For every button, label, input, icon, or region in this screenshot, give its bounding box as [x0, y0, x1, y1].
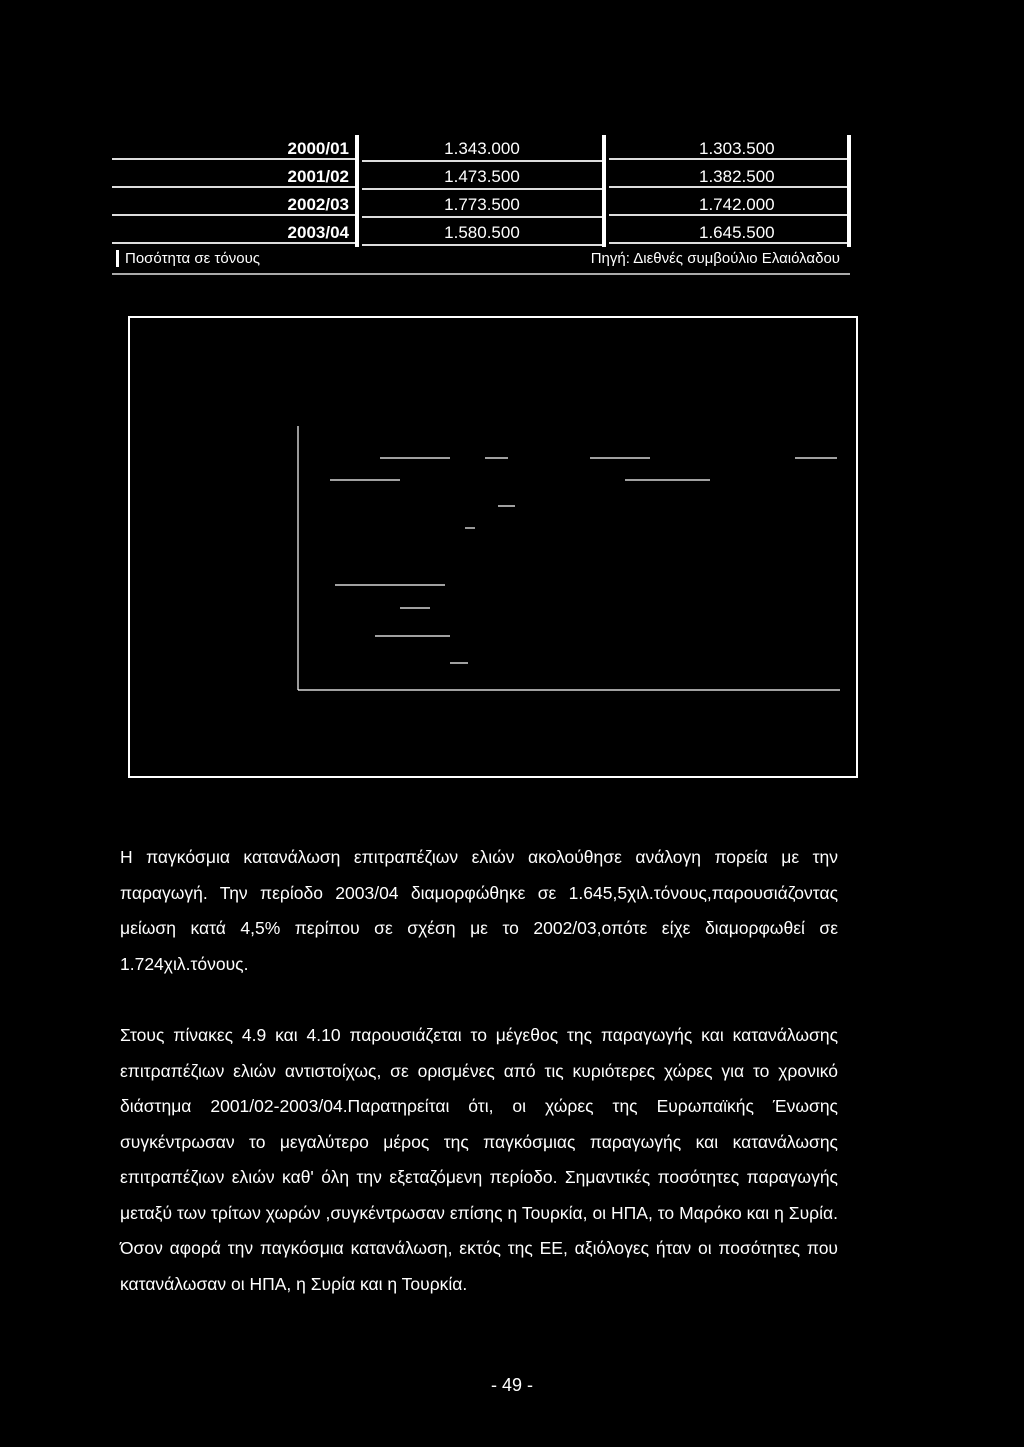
consumption-cell: 1.303.500	[609, 138, 847, 160]
period-cell: 2002/03	[112, 194, 355, 216]
consumption-cell: 1.645.500	[609, 222, 847, 244]
period-cell: 2001/02	[112, 166, 355, 188]
table-row	[112, 163, 850, 191]
table-footer	[112, 247, 850, 275]
chart-remnants	[130, 318, 860, 780]
production-consumption-table	[112, 135, 850, 275]
table-row	[112, 219, 850, 247]
page-number: - 49 -	[490, 1375, 533, 1395]
consumption-cell: 1.382.500	[609, 166, 847, 188]
production-cell: 1.773.500	[362, 194, 602, 218]
production-cell: 1.343.000	[362, 138, 602, 162]
table-row	[112, 191, 850, 219]
consumption-cell: 1.742.000	[609, 194, 847, 216]
paragraph-consumption: Η παγκόσμια κατανάλωση επιτραπέζιων ελιών ακολούθησε ανάλογη πορεία με την παραγωγή. Την περίοδο 2003/04 διαμορφώθηκε σε 1.645,5χιλ.τόνους,παρουσιάζοντας μείωση κατά 4,5% περίπου σε σχέση με το 2002/03,οπότε είχε διαμορφωθεί σε 1.724χιλ.τόνους.	[120, 847, 838, 974]
period-cell: 2003/04	[112, 222, 355, 244]
table-row	[112, 135, 850, 163]
source-note: Πηγή: Διεθνές συμβούλιο Ελαιόλαδου	[590, 250, 840, 267]
chart-frame	[128, 316, 858, 778]
unit-note: Ποσότητα σε τόνους	[116, 250, 260, 267]
paragraph-tables: Στους πίνακες 4.9 και 4.10 παρουσιάζεται το μέγεθος της παραγωγής και κατανάλωσης επιτραπέζιων ελιών αντιστοίχως, σε ορισμένες από τις κυριότερες χώρες για το χρονικό διάστημα 2001/02-2003/04.Παρατηρείται ότι, οι χώρες της Ευρωπαϊκής Ένωσης συγκέντρωσαν το μεγαλύτερο μέρος της παγκόσμιας παραγωγής και κατανάλωσης επιτραπέζιων ελιών καθ' όλη την εξεταζόμενη περίοδο. Σημαντικές ποσότητες παραγωγής μεταξύ των τρίτων χωρών ,συγκέντρωσαν επίσης η Τουρκία, οι ΗΠΑ, το Μαρόκο και η Συρία. Όσον αφορά την παγκόσμια κατανάλωση, εκτός της ΕΕ, αξιόλογες ήταν οι ποσότητες που κατανάλωσαν οι ΗΠΑ, η Συρία και η Τουρκία.	[120, 1025, 838, 1294]
period-cell: 2000/01	[112, 138, 355, 160]
production-cell: 1.580.500	[362, 222, 602, 246]
production-cell: 1.473.500	[362, 166, 602, 190]
